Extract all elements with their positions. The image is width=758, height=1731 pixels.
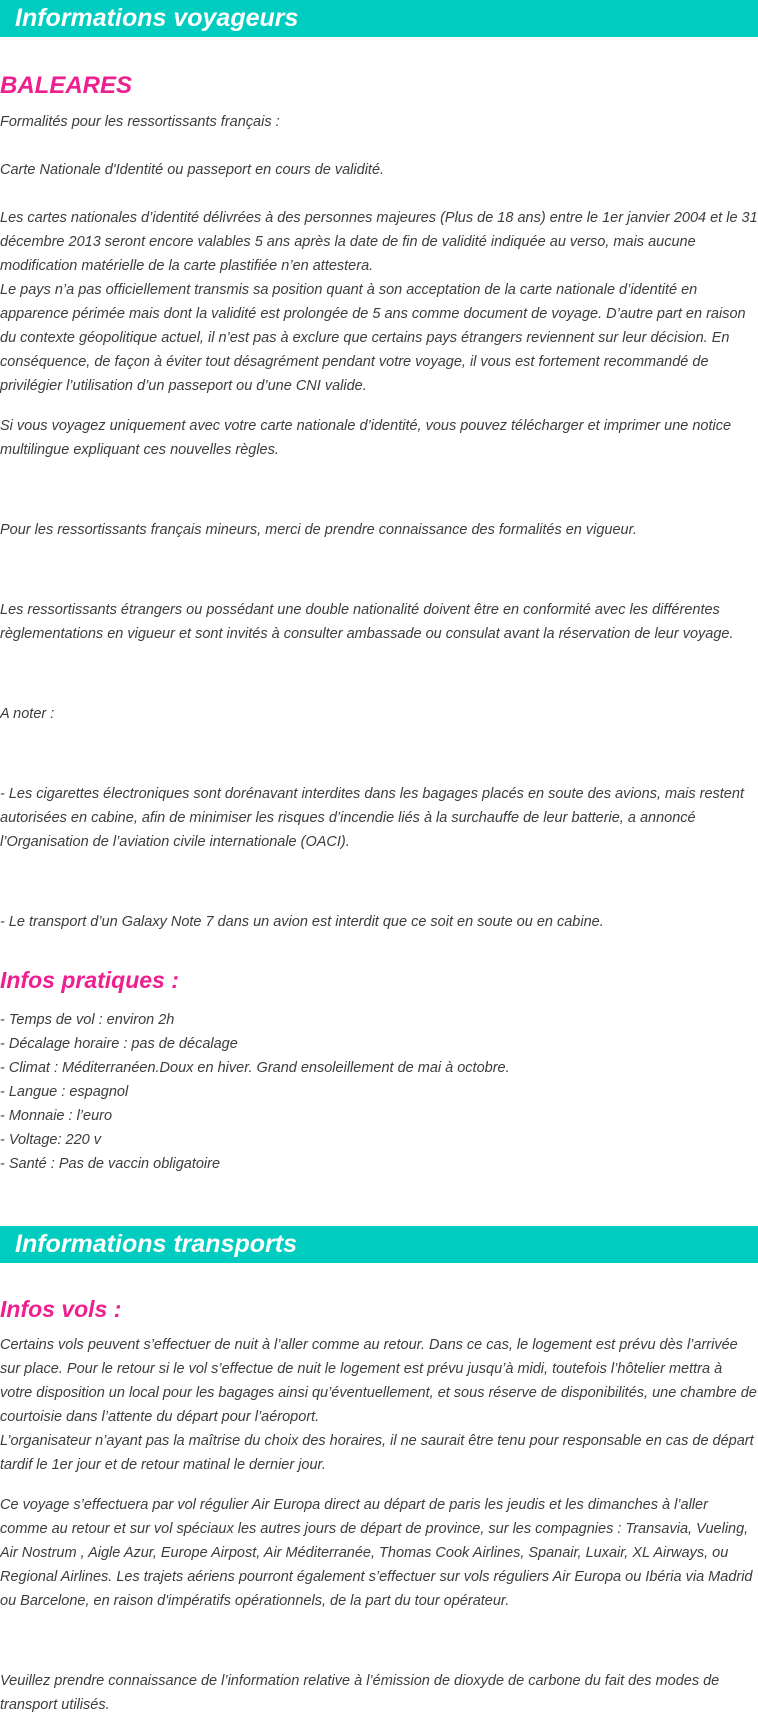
country-position-paragraph: Le pays n’a pas officiellement transmis sa position quant à son acceptation de la carte nationale d’identité en apparence périmée mais dont la validité est prolongée de 5 ans comme document de voyage. D’autre part en raison du contexte géopolitique actuel, il n’est pas à exclure que certains pays étrangers reviennent sur leur décision. En conséquence, de façon à éviter tout désagrément pendant votre voyage, il vous est fortement recommandé de privilégier l’utilisation d’un passeport ou d’une CNI valide. <box>0 282 746 394</box>
infos-vols-heading: Infos vols : <box>0 1296 122 1322</box>
list-item: - Temps de vol : environ 2h <box>0 1012 175 1028</box>
list-item: - Langue : espagnol <box>0 1084 129 1100</box>
list-item: - Voltage: 220 v <box>0 1132 102 1148</box>
section-bar-voyageurs <box>0 0 758 37</box>
list-item: - Décalage horaire : pas de décalage <box>0 1036 238 1052</box>
section-bar-transports <box>0 1226 758 1263</box>
infos-pratiques-heading: Infos pratiques : <box>0 967 179 993</box>
minors-formalities-paragraph: Pour les ressortissants français mineurs, merci de prendre connaissance des formalités en vigueur. <box>0 522 637 538</box>
night-flights-paragraph: Certains vols peuvent s’effectuer de nuit à l’aller comme au retour. Dans ce cas, le logement est prévu dès l’arrivée sur place. Pour le retour si le vol s’effectue de nuit le logement est prévu jusqu’à midi, toutefois l’hôtelier mettra à votre disposition un local pour les bagages ainsi qu’éventuellement, et sous réserve de disponibilités, une chambre de courtoisie dans l’attente du départ pour l’aéroport. <box>0 1337 757 1425</box>
note-e-cigarettes: - Les cigarettes électroniques sont dorénavant interdites dans les bagages placés en soute des avions, mais restent autorisées en cabine, afin de minimiser les risques d’incendie liés à la surchauffe de leur batterie, a annoncé l’Organisation de l’aviation civile internationale (OACI). <box>0 786 744 850</box>
airlines-paragraph: Ce voyage s’effectuera par vol régulier Air Europa direct au départ de paris les jeudis et les dimanches à l’aller comme au retour et sur vol spéciaux les autres jours de départ de province, sur les compagnies : Transavia, Vueling, Air Nostrum , Aigle Azur, Europe Airpost, Air Méditerranée, Thomas Cook Airlines, Spanair, Luxair, XL Airways, ou Regional Airlines. Les trajets aériens pourront également s’effectuer sur vols réguliers Air Europa ou Ibéria via Madrid ou Barcelone, en raison d'impératifs opérationnels, de la part du tour opérateur. <box>0 1497 753 1609</box>
id-requirement: Carte Nationale d'Identité ou passeport en cours de validité. <box>0 162 385 178</box>
section-title: Informations voyageurs <box>15 4 299 32</box>
section-title: Informations transports <box>15 1230 297 1258</box>
formalities-intro: Formalités pour les ressortissants français : <box>0 114 280 130</box>
note-label: A noter : <box>0 706 55 722</box>
multilingual-notice-paragraph: Si vous voyagez uniquement avec votre carte nationale d’identité, vous pouvez télécharger et imprimer une notice multilingue expliquant ces nouvelles règles. <box>0 418 732 458</box>
id-validity-paragraph: Les cartes nationales d’identité délivrées à des personnes majeures (Plus de 18 ans) entre le 1er janvier 2004 et le 31 décembre 2013 seront encore valables 5 ans après la date de fin de validité indiquée au verso, mais aucune modification matérielle de la carte plastifiée n’en attestera. <box>0 210 758 274</box>
infos-pratiques-list <box>0 1008 758 1176</box>
list-item: - Climat : Méditerranéen.Doux en hiver. Grand ensoleillement de mai à octobre. <box>0 1060 510 1076</box>
list-item: - Monnaie : l’euro <box>0 1108 113 1124</box>
co2-information-paragraph: Veuillez prendre connaissance de l’information relative à l’émission de dioxyde de carbone du fait des modes de transport utilisés. <box>0 1673 720 1713</box>
schedule-responsibility-paragraph: L’organisateur n’ayant pas la maîtrise du choix des horaires, il ne saurait être tenu pour responsable en cas de départ tardif le 1er jour et de retour matinal le dernier jour. <box>0 1433 754 1473</box>
note-galaxy-note: - Le transport d’un Galaxy Note 7 dans un avion est interdit que ce soit en soute ou en cabine. <box>0 914 604 930</box>
foreign-nationals-paragraph: Les ressortissants étrangers ou possédant une double nationalité doivent être en conformité avec les différentes règlementations en vigueur et sont invités à consulter ambassade ou consulat avant la réservation de leur voyage. <box>0 602 734 642</box>
destination-heading: BALEARES <box>0 72 133 99</box>
list-item: - Santé : Pas de vaccin obligatoire <box>0 1156 221 1172</box>
